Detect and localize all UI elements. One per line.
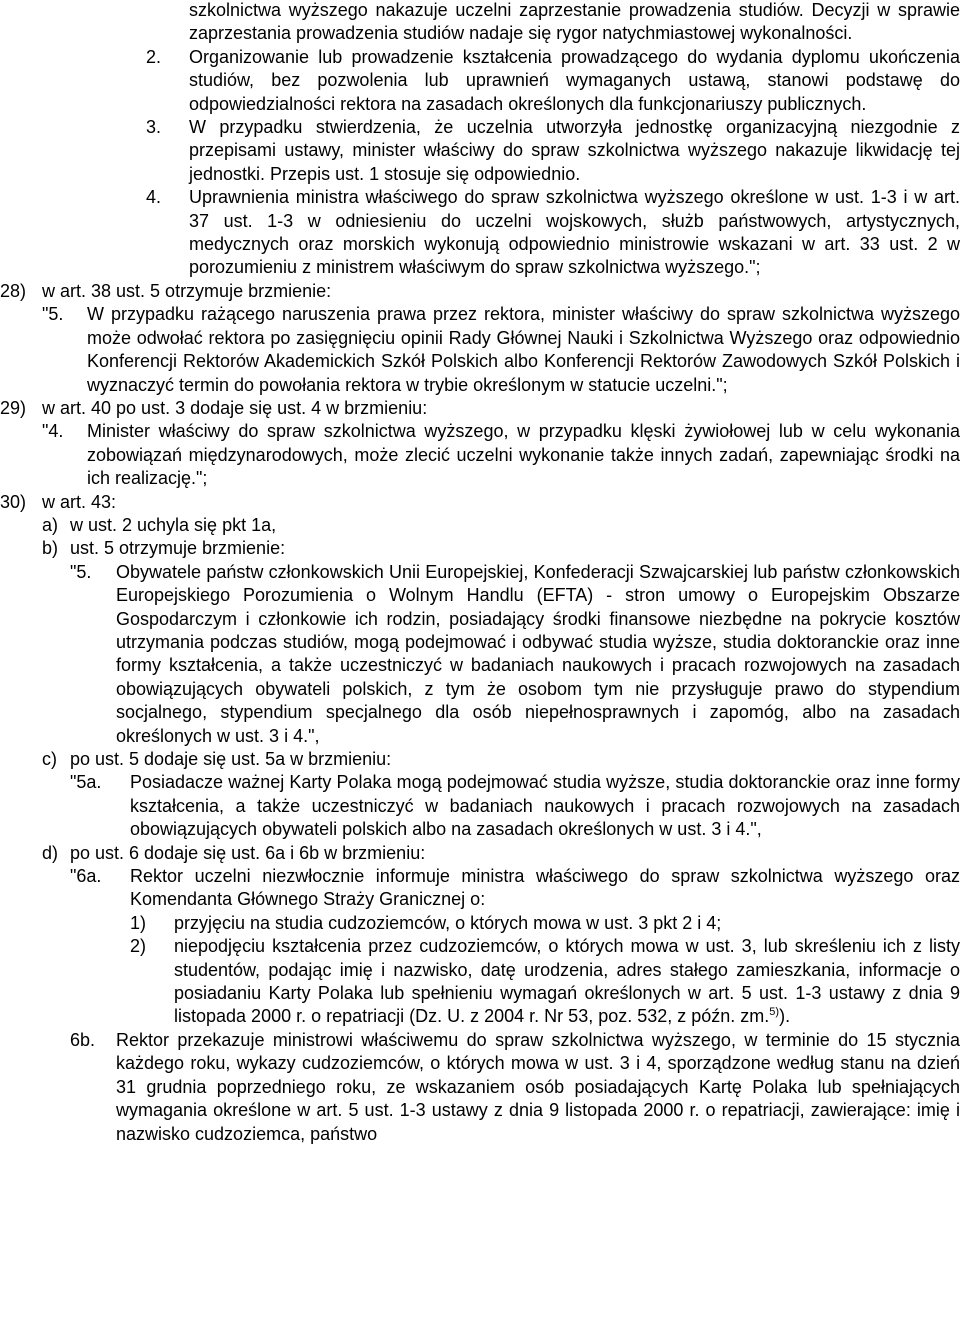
amendment-number: 30) bbox=[0, 491, 27, 512]
subpoint-text: przyjęciu na studia cudzoziemców, o których mowa w ust. 3 pkt 2 i 4; bbox=[174, 912, 722, 933]
amendment-text: w art. 40 po ust. 3 dodaje się ust. 4 w brzmieniu: bbox=[42, 397, 428, 418]
quote-text: W przypadku rażącego naruszenia prawa przez rektora, minister właściwy do spraw szkolnictwa wyższego może odwołać rektora po zasięgnięciu opinii Rady Głównej Nauki i Szkolnictwa Wyższego oraz odpowiednio Konferencji Rektorów Akademickich Szkół Polskich albo Konferencji Rektorów Zawodowych Szkół Polskich i wyznaczyć termin do powołania rektora w trybie określonym w statucie uczelni."; bbox=[87, 304, 960, 395]
letter-label: b) bbox=[42, 538, 59, 559]
item-text: Uprawnienia ministra właściwego do spraw szkolnictwa wyższego określone w ust. 1-3 i w art. 37 ust. 1-3 w odniesieniu do uczelni wojskowych, służb państwowych, artystycznych, medycznych oraz morskich wykonują odpowiednio ministrowie wskazani w art. 33 ust. 2 w porozumieniu z ministrem właściwym do spraw szkolnictwa wyższego."; bbox=[189, 187, 960, 278]
amendment-text: w art. 43: bbox=[42, 491, 117, 512]
amendment-29 bbox=[0, 397, 960, 420]
amendment-number: 29) bbox=[0, 397, 27, 418]
item-number: 4. bbox=[146, 187, 162, 208]
letter-text: w ust. 2 uchyla się pkt 1a, bbox=[70, 514, 277, 535]
section-item-4 bbox=[0, 186, 960, 280]
item-number: 2. bbox=[146, 46, 162, 67]
letter-text: po ust. 6 dodaje się ust. 6a i 6b w brzmieniu: bbox=[70, 842, 426, 863]
quote-text: Rektor uczelni niezwłocznie informuje ministra właściwego do spraw szkolnictwa wyższego oraz Komendanta Głównego Straży Granicznej o: bbox=[130, 866, 960, 910]
section-item-3 bbox=[0, 116, 960, 186]
quote-number: "4. bbox=[42, 421, 64, 442]
letter-label: c) bbox=[42, 749, 57, 769]
footnote-reference: 5) bbox=[769, 1006, 780, 1019]
amendment-number: 28) bbox=[0, 280, 27, 301]
amendment-28-quote bbox=[0, 303, 960, 397]
subpoint-text bbox=[174, 935, 960, 1029]
letter-label: a) bbox=[42, 514, 59, 535]
amendment-28 bbox=[0, 280, 960, 303]
subpoint-number: 1) bbox=[130, 912, 147, 933]
letter-text: po ust. 5 dodaje się ust. 5a w brzmieniu: bbox=[70, 749, 392, 769]
quote-text: Obywatele państw członkowskich Unii Europejskiej, Konfederacji Szwajcarskiej lub państw członkowskich Europejskiego Porozumienia o Wolnym Handlu (EFTA) - stron umowy o Europejskim Obszarze Gospodarczym i członkowie ich rodzin, posiadający środki finansowe niezbędne na pokrycie kosztów utrzymania podczas studiów, mogą podejmować i odbywać studia wyższe, studia doktoranckie oraz inne formy kształcenia, a także uczestniczyć w badaniach naukowych i pracach rozwojowych na zasadach obowiązujących obywateli polskich, z tym że osobom tym nie przysługuje prawo do stypendium socjalnego, stypendium specjalnego dla osób niepełnosprawnych i zapomóg, albo na zasadach określonych w ust. 3 i 4.", bbox=[116, 561, 960, 746]
quote-number: "6a. bbox=[70, 866, 102, 887]
letter-item-a bbox=[0, 514, 960, 537]
letter-item-b bbox=[0, 537, 960, 560]
letter-item-d-6a bbox=[0, 865, 960, 912]
quote-number: "5a. bbox=[70, 772, 102, 793]
letter-item-d bbox=[0, 842, 960, 865]
subpoint-2 bbox=[0, 935, 960, 1029]
subpoint-tail: ). bbox=[779, 1006, 791, 1027]
letter-item-b-quote bbox=[0, 561, 960, 748]
quote-text: Posiadacze ważnej Karty Polaka mogą podejmować studia wyższe, studia doktoranckie oraz inne formy kształcenia, a także uczestniczyć w badaniach naukowych i pracach rozwojowych na zasadach obowiązujących obywateli polskich albo na zasadach określonych w ust. 3 i 4.", bbox=[130, 772, 960, 840]
subpoint-body: niepodjęciu kształcenia przez cudzoziemców, o których mowa w ust. 3, lub skreśleniu ich z listy studentów, podając imię i nazwisko, datę urodzenia, adres stałego zamieszkania, informacje o posiadaniu Karty Polaka lub spełnieniu wymagań określonych w art. 5 ust. 1-3 ustawy z dnia 9 listopada 2000 r. o repatriacji (Dz. U. z 2004 r. Nr 53, poz. 532, z późn. zm. bbox=[174, 936, 960, 1027]
amendment-29-quote bbox=[0, 420, 960, 490]
quote-number: "5. bbox=[42, 304, 64, 325]
amendment-text: w art. 38 ust. 5 otrzymuje brzmienie: bbox=[42, 280, 332, 301]
section-item-2 bbox=[0, 46, 960, 116]
amendment-30 bbox=[0, 491, 960, 514]
item-text: W przypadku stwierdzenia, że uczelnia utworzyła jednostkę organizacyjną niezgodnie z przepisami ustawy, minister właściwy do spraw szkolnictwa wyższego nakazuje likwidację tej jednostki. Przepis ust. 1 stosuje się odpowiednio. bbox=[189, 117, 960, 184]
letter-item-c bbox=[0, 748, 960, 771]
quote-number: 6b. bbox=[70, 1029, 96, 1050]
item-text: Organizowanie lub prowadzenie kształcenia prowadzącego do wydania dyplomu ukończenia studiów, bez pozwolenia lub uprawnień wymaganych ustawą, stanowi podstawę do odpowiedzialności rektora na zasadach określonych dla funkcjonariuszy publicznych. bbox=[189, 46, 960, 114]
letter-label: d) bbox=[42, 842, 59, 863]
letter-item-d-6b bbox=[0, 1029, 960, 1146]
letter-text: ust. 5 otrzymuje brzmienie: bbox=[70, 538, 286, 559]
letter-item-c-quote bbox=[0, 771, 960, 841]
quote-text: Rektor przekazuje ministrowi właściwemu do spraw szkolnictwa wyższego, w terminie do 15 stycznia każdego roku, wykazy cudzoziemców, o których mowa w ust. 3 i 4, sporządzone według stanu na dzień 31 grudnia poprzedniego roku, ze wskazaniem osób posiadających Kartę Polaka lub spełniających wymagania określone w art. 5 ust. 1-3 ustawy z dnia 9 listopada 2000 r. o repatriacji, zawierające: imię i nazwisko cudzoziemca, państwo bbox=[116, 1029, 960, 1144]
subpoint-1 bbox=[0, 912, 960, 935]
continuation-paragraph: szkolnictwa wyższego nakazuje uczelni zaprzestanie prowadzenia studiów. Decyzji w sprawie zaprzestania prowadzenia studiów nadaje się rygor natychmiastowej wykonalności. bbox=[189, 0, 960, 44]
subpoint-number: 2) bbox=[130, 936, 147, 957]
quote-text: Minister właściwy do spraw szkolnictwa wyższego, w przypadku klęski żywiołowej lub w celu wykonania zobowiązań międzynarodowych, może zlecić uczelni wykonanie także innych zadań, zapewniając środki na ich realizację."; bbox=[87, 421, 960, 489]
item-number: 3. bbox=[146, 117, 162, 138]
quote-number: "5. bbox=[70, 561, 92, 582]
